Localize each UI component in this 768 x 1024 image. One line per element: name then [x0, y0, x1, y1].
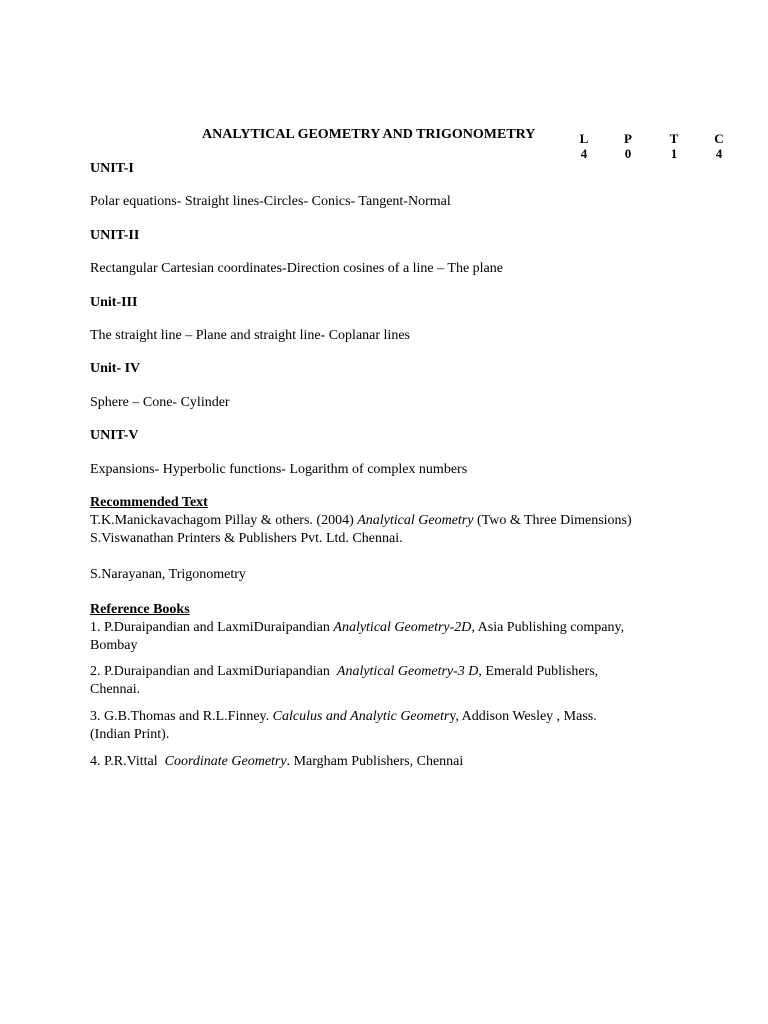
reference-book-4-post: . Margham Publishers, Chennai [286, 754, 464, 769]
reference-book-1-line-1 [90, 619, 624, 637]
ltpc-header-c: C [714, 131, 724, 146]
reference-book-1-pre: 1. P.Duraipandian and LaxmiDuraipandian [90, 620, 334, 635]
recommended-text-entry-2: S.Narayanan, Trigonometry [90, 567, 246, 582]
reference-book-3-post: y, Addison Wesley , Mass. [449, 709, 597, 724]
page-title: ANALYTICAL GEOMETRY AND TRIGONOMETRY [202, 127, 536, 142]
unit-3-content: The straight line – Plane and straight line- Coplanar lines [90, 328, 410, 343]
ltpc-header-l: L [579, 131, 589, 146]
ltpc-value-p: 0 [624, 146, 632, 161]
unit-2-content: Rectangular Cartesian coordinates-Direction cosines of a line – The plane [90, 261, 503, 276]
reference-book-1-title: Analytical Geometry-2D, [333, 620, 475, 635]
ltpc-column-l [577, 131, 591, 161]
reference-book-4-line-1 [90, 753, 463, 771]
reference-book-1-line-2: Bombay [90, 638, 138, 653]
unit-4-heading: Unit- IV [90, 361, 141, 376]
reference-book-3-title: Calculus and Analytic Geometr [272, 709, 450, 724]
reference-book-4-title: Coordinate Geometry [164, 754, 287, 769]
ltpc-column-t [667, 131, 681, 161]
unit-3-heading: Unit-III [90, 295, 138, 310]
unit-1-content: Polar equations- Straight lines-Circles- Conics- Tangent-Normal [90, 194, 451, 209]
unit-2-heading: UNIT-II [90, 228, 140, 243]
ltpc-column-p [621, 131, 635, 161]
recommended-entry-1-post: (Two & Three Dimensions) [473, 513, 632, 528]
reference-book-2-line-1 [90, 663, 598, 681]
ltpc-value-l: 4 [580, 146, 588, 161]
reference-book-2-post: , Emerald Publishers, [478, 664, 599, 679]
reference-book-2-line-2: Chennai. [90, 682, 141, 697]
recommended-text-entry-1-line-1 [90, 512, 632, 530]
ltpc-column-c [712, 131, 726, 161]
recommended-text-entry-1-line-2: S.Viswanathan Printers & Publishers Pvt. Ltd. Chennai. [90, 531, 403, 546]
unit-5-heading: UNIT-V [90, 428, 139, 443]
reference-book-4-pre: 4. P.R.Vittal [90, 754, 165, 769]
reference-books-heading: Reference Books [90, 602, 190, 617]
unit-4-content: Sphere – Cone- Cylinder [90, 395, 230, 410]
ltpc-value-c: 4 [715, 146, 723, 161]
reference-book-2-title: Analytical Geometry-3 D [336, 664, 479, 679]
reference-book-1-post: Asia Publishing company, [474, 620, 625, 635]
recommended-entry-1-title: Analytical Geometry [357, 513, 474, 528]
reference-book-3-line-1 [90, 708, 597, 726]
ltpc-header-t: T [669, 131, 679, 146]
recommended-text-heading: Recommended Text [90, 495, 208, 510]
reference-book-3-pre: 3. G.B.Thomas and R.L.Finney. [90, 709, 273, 724]
unit-1-heading: UNIT-I [90, 161, 134, 176]
ltpc-header-p: P [624, 131, 632, 146]
ltpc-value-t: 1 [670, 146, 678, 161]
reference-book-2-pre: 2. P.Duraipandian and LaxmiDuriapandian [90, 664, 337, 679]
reference-book-3-line-2: (Indian Print). [90, 727, 170, 742]
recommended-entry-1-pre: T.K.Manickavachagom Pillay & others. (2004) [90, 513, 358, 528]
unit-5-content: Expansions- Hyperbolic functions- Logarithm of complex numbers [90, 462, 468, 477]
